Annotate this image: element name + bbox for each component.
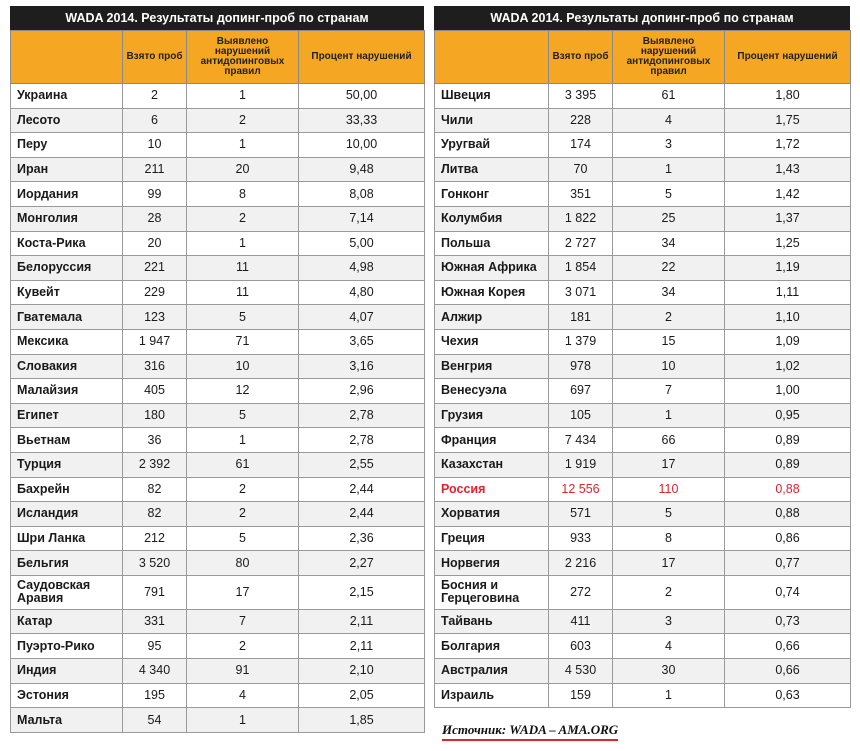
cell-percent: 3,16 — [299, 354, 425, 379]
cell-violations: 5 — [613, 182, 725, 207]
cell-violations: 1 — [613, 403, 725, 428]
cell-violations: 80 — [187, 551, 299, 576]
cell-percent: 1,37 — [725, 206, 851, 231]
cell-percent: 2,11 — [299, 634, 425, 659]
cell-tests: 4 530 — [549, 659, 613, 684]
cell-violations: 2 — [613, 575, 725, 609]
cell-percent: 2,10 — [299, 659, 425, 684]
table-row — [435, 231, 851, 256]
cell-percent: 5,00 — [299, 231, 425, 256]
cell-tests: 978 — [549, 354, 613, 379]
cell-tests: 933 — [549, 526, 613, 551]
cell-tests: 405 — [123, 379, 187, 404]
cell-percent: 2,78 — [299, 403, 425, 428]
cell-country: Греция — [435, 526, 549, 551]
cell-country: Чили — [435, 108, 549, 133]
table-row — [11, 683, 425, 708]
table-row — [11, 609, 425, 634]
table-row — [11, 575, 425, 609]
cell-percent: 2,11 — [299, 609, 425, 634]
table-row — [11, 379, 425, 404]
cell-tests: 228 — [549, 108, 613, 133]
cell-country: Белоруссия — [11, 256, 123, 281]
cell-tests: 20 — [123, 231, 187, 256]
cell-country: Казахстан — [435, 452, 549, 477]
cell-country: Лесото — [11, 108, 123, 133]
cell-country: Малайзия — [11, 379, 123, 404]
cell-country: Иран — [11, 157, 123, 182]
cell-tests: 174 — [549, 133, 613, 158]
table-row — [11, 526, 425, 551]
cell-percent: 1,42 — [725, 182, 851, 207]
cell-tests: 212 — [123, 526, 187, 551]
cell-violations: 17 — [613, 551, 725, 576]
cell-violations: 8 — [187, 182, 299, 207]
left-header-country — [11, 31, 123, 84]
cell-country: Южная Корея — [435, 280, 549, 305]
cell-country: Эстония — [11, 683, 123, 708]
table-row — [11, 280, 425, 305]
table-row — [435, 256, 851, 281]
cell-tests: 2 392 — [123, 452, 187, 477]
right-header-row — [435, 31, 851, 84]
cell-country: Венесуэла — [435, 379, 549, 404]
cell-violations: 12 — [187, 379, 299, 404]
cell-violations: 34 — [613, 231, 725, 256]
table-row — [435, 379, 851, 404]
cell-violations: 15 — [613, 329, 725, 354]
table-row — [435, 354, 851, 379]
cell-violations: 7 — [613, 379, 725, 404]
table-row — [11, 133, 425, 158]
cell-violations: 8 — [613, 526, 725, 551]
cell-percent: 0,73 — [725, 609, 851, 634]
cell-violations: 20 — [187, 157, 299, 182]
cell-violations: 71 — [187, 329, 299, 354]
cell-tests: 54 — [123, 708, 187, 733]
cell-tests: 123 — [123, 305, 187, 330]
cell-percent: 7,14 — [299, 206, 425, 231]
cell-violations: 110 — [613, 477, 725, 502]
cell-tests: 791 — [123, 575, 187, 609]
cell-tests: 1 919 — [549, 452, 613, 477]
cell-percent: 2,78 — [299, 428, 425, 453]
cell-country: Колумбия — [435, 206, 549, 231]
cell-tests: 1 947 — [123, 329, 187, 354]
cell-country: Мексика — [11, 329, 123, 354]
cell-tests: 180 — [123, 403, 187, 428]
cell-violations: 1 — [187, 231, 299, 256]
cell-country: Австралия — [435, 659, 549, 684]
table-row — [11, 708, 425, 733]
cell-percent: 1,75 — [725, 108, 851, 133]
cell-country: Болгария — [435, 634, 549, 659]
cell-tests: 221 — [123, 256, 187, 281]
cell-percent: 33,33 — [299, 108, 425, 133]
table-row — [11, 305, 425, 330]
cell-country: Шри Ланка — [11, 526, 123, 551]
cell-percent: 4,07 — [299, 305, 425, 330]
table-row — [435, 575, 851, 609]
cell-country: Алжир — [435, 305, 549, 330]
cell-violations: 2 — [187, 206, 299, 231]
cell-violations: 7 — [187, 609, 299, 634]
table-row — [435, 659, 851, 684]
left-header-tests: Взято проб — [123, 31, 187, 84]
table-row — [11, 206, 425, 231]
cell-country: Франция — [435, 428, 549, 453]
cell-tests: 211 — [123, 157, 187, 182]
cell-violations: 2 — [187, 502, 299, 527]
cell-violations: 3 — [613, 609, 725, 634]
cell-percent: 0,89 — [725, 452, 851, 477]
cell-tests: 1 822 — [549, 206, 613, 231]
cell-violations: 2 — [187, 108, 299, 133]
cell-country: Саудовская Аравия — [11, 575, 123, 609]
right-header-percent: Процент нарушений — [725, 31, 851, 84]
cell-tests: 195 — [123, 683, 187, 708]
table-row — [11, 108, 425, 133]
cell-violations: 1 — [187, 708, 299, 733]
cell-country: Бельгия — [11, 551, 123, 576]
cell-violations: 2 — [613, 305, 725, 330]
cell-percent: 2,44 — [299, 502, 425, 527]
cell-violations: 11 — [187, 256, 299, 281]
source-note: Источник: WADA – AMA.ORG — [442, 722, 618, 741]
cell-country: Украина — [11, 84, 123, 109]
cell-tests: 7 434 — [549, 428, 613, 453]
cell-country: Россия — [435, 477, 549, 502]
table-row — [11, 84, 425, 109]
cell-violations: 1 — [187, 84, 299, 109]
cell-violations: 5 — [187, 526, 299, 551]
cell-country: Литва — [435, 157, 549, 182]
cell-violations: 4 — [613, 108, 725, 133]
cell-tests: 99 — [123, 182, 187, 207]
table-row — [435, 206, 851, 231]
cell-violations: 91 — [187, 659, 299, 684]
cell-percent: 4,98 — [299, 256, 425, 281]
left-header-percent: Процент нарушений — [299, 31, 425, 84]
cell-tests: 316 — [123, 354, 187, 379]
table-row — [435, 609, 851, 634]
table-row — [11, 477, 425, 502]
cell-country: Уругвай — [435, 133, 549, 158]
table-row — [435, 683, 851, 708]
cell-percent: 0,89 — [725, 428, 851, 453]
cell-percent: 1,80 — [725, 84, 851, 109]
cell-tests: 28 — [123, 206, 187, 231]
right-header-country — [435, 31, 549, 84]
cell-percent: 2,55 — [299, 452, 425, 477]
cell-country: Чехия — [435, 329, 549, 354]
cell-violations: 61 — [613, 84, 725, 109]
cell-percent: 10,00 — [299, 133, 425, 158]
left-header-violations: Выявлено нарушений антидопинговых правил — [187, 31, 299, 84]
cell-percent: 2,27 — [299, 551, 425, 576]
cell-country: Исландия — [11, 502, 123, 527]
cell-percent: 2,05 — [299, 683, 425, 708]
cell-country: Мальта — [11, 708, 123, 733]
cell-tests: 82 — [123, 477, 187, 502]
cell-percent: 0,86 — [725, 526, 851, 551]
cell-violations: 5 — [187, 403, 299, 428]
cell-violations: 11 — [187, 280, 299, 305]
cell-violations: 4 — [187, 683, 299, 708]
table-row — [11, 354, 425, 379]
cell-country: Пуэрто-Рико — [11, 634, 123, 659]
cell-violations: 30 — [613, 659, 725, 684]
cell-country: Босния и Герцеговина — [435, 575, 549, 609]
cell-country: Коста-Рика — [11, 231, 123, 256]
cell-percent: 2,96 — [299, 379, 425, 404]
cell-country: Вьетнам — [11, 428, 123, 453]
cell-tests: 571 — [549, 502, 613, 527]
table-row — [435, 84, 851, 109]
cell-tests: 331 — [123, 609, 187, 634]
cell-percent: 1,19 — [725, 256, 851, 281]
table-row — [435, 526, 851, 551]
cell-tests: 603 — [549, 634, 613, 659]
right-table-panel — [434, 6, 850, 708]
cell-tests: 159 — [549, 683, 613, 708]
left-header-row — [11, 31, 425, 84]
cell-percent: 1,02 — [725, 354, 851, 379]
table-row — [11, 329, 425, 354]
cell-tests: 411 — [549, 609, 613, 634]
cell-percent: 2,44 — [299, 477, 425, 502]
cell-percent: 50,00 — [299, 84, 425, 109]
cell-tests: 697 — [549, 379, 613, 404]
cell-country: Катар — [11, 609, 123, 634]
cell-percent: 3,65 — [299, 329, 425, 354]
table-row — [435, 157, 851, 182]
table-row — [435, 305, 851, 330]
table-row — [435, 477, 851, 502]
cell-violations: 1 — [187, 133, 299, 158]
cell-percent: 0,74 — [725, 575, 851, 609]
cell-violations: 1 — [613, 683, 725, 708]
table-row — [435, 108, 851, 133]
left-table-body — [11, 84, 425, 733]
cell-tests: 70 — [549, 157, 613, 182]
left-table-title: WADA 2014. Результаты допинг-проб по странам — [10, 6, 424, 30]
cell-country: Тайвань — [435, 609, 549, 634]
table-row — [435, 551, 851, 576]
cell-percent: 0,88 — [725, 477, 851, 502]
table-row — [11, 182, 425, 207]
table-row — [435, 428, 851, 453]
table-row — [11, 403, 425, 428]
cell-country: Швеция — [435, 84, 549, 109]
cell-percent: 0,88 — [725, 502, 851, 527]
table-row — [11, 551, 425, 576]
cell-violations: 1 — [187, 428, 299, 453]
cell-country: Монголия — [11, 206, 123, 231]
cell-violations: 2 — [187, 634, 299, 659]
cell-percent: 1,43 — [725, 157, 851, 182]
cell-violations: 4 — [613, 634, 725, 659]
table-row — [11, 231, 425, 256]
cell-country: Норвегия — [435, 551, 549, 576]
table-row — [11, 502, 425, 527]
cell-percent: 1,11 — [725, 280, 851, 305]
cell-percent: 2,15 — [299, 575, 425, 609]
cell-tests: 82 — [123, 502, 187, 527]
cell-tests: 2 216 — [549, 551, 613, 576]
table-row — [435, 329, 851, 354]
cell-violations: 3 — [613, 133, 725, 158]
cell-percent: 4,80 — [299, 280, 425, 305]
cell-violations: 34 — [613, 280, 725, 305]
cell-tests: 4 340 — [123, 659, 187, 684]
right-table-title: WADA 2014. Результаты допинг-проб по странам — [434, 6, 850, 30]
table-row — [435, 502, 851, 527]
cell-violations: 10 — [613, 354, 725, 379]
cell-percent: 0,77 — [725, 551, 851, 576]
cell-percent: 1,09 — [725, 329, 851, 354]
cell-tests: 1 854 — [549, 256, 613, 281]
cell-tests: 1 379 — [549, 329, 613, 354]
table-row — [11, 452, 425, 477]
cell-violations: 10 — [187, 354, 299, 379]
cell-tests: 3 071 — [549, 280, 613, 305]
cell-tests: 36 — [123, 428, 187, 453]
cell-tests: 272 — [549, 575, 613, 609]
cell-country: Хорватия — [435, 502, 549, 527]
cell-country: Гонконг — [435, 182, 549, 207]
table-row — [11, 659, 425, 684]
cell-country: Египет — [11, 403, 123, 428]
cell-violations: 2 — [187, 477, 299, 502]
cell-violations: 25 — [613, 206, 725, 231]
cell-percent: 1,72 — [725, 133, 851, 158]
right-results-table — [434, 30, 851, 708]
table-row — [11, 256, 425, 281]
cell-tests: 2 727 — [549, 231, 613, 256]
cell-country: Южная Африка — [435, 256, 549, 281]
table-row — [11, 157, 425, 182]
cell-violations: 66 — [613, 428, 725, 453]
cell-country: Иордания — [11, 182, 123, 207]
cell-percent: 1,10 — [725, 305, 851, 330]
table-row — [435, 182, 851, 207]
cell-tests: 3 395 — [549, 84, 613, 109]
cell-percent: 1,25 — [725, 231, 851, 256]
cell-tests: 351 — [549, 182, 613, 207]
cell-country: Гватемала — [11, 305, 123, 330]
cell-percent: 0,66 — [725, 659, 851, 684]
cell-violations: 1 — [613, 157, 725, 182]
table-row — [435, 403, 851, 428]
cell-country: Израиль — [435, 683, 549, 708]
cell-tests: 12 556 — [549, 477, 613, 502]
cell-violations: 17 — [187, 575, 299, 609]
left-results-table — [10, 30, 425, 733]
cell-country: Словакия — [11, 354, 123, 379]
cell-country: Индия — [11, 659, 123, 684]
cell-violations: 5 — [613, 502, 725, 527]
table-row — [11, 634, 425, 659]
cell-violations: 61 — [187, 452, 299, 477]
cell-tests: 229 — [123, 280, 187, 305]
cell-tests: 95 — [123, 634, 187, 659]
table-row — [435, 133, 851, 158]
cell-country: Венгрия — [435, 354, 549, 379]
cell-country: Кувейт — [11, 280, 123, 305]
cell-percent: 1,00 — [725, 379, 851, 404]
cell-violations: 5 — [187, 305, 299, 330]
cell-percent: 9,48 — [299, 157, 425, 182]
cell-country: Польша — [435, 231, 549, 256]
table-row — [435, 280, 851, 305]
cell-country: Грузия — [435, 403, 549, 428]
cell-tests: 3 520 — [123, 551, 187, 576]
cell-violations: 22 — [613, 256, 725, 281]
cell-percent: 2,36 — [299, 526, 425, 551]
table-row — [435, 634, 851, 659]
cell-tests: 181 — [549, 305, 613, 330]
cell-tests: 6 — [123, 108, 187, 133]
cell-percent: 8,08 — [299, 182, 425, 207]
left-table-panel — [10, 6, 424, 733]
right-table-body — [435, 84, 851, 708]
cell-percent: 0,63 — [725, 683, 851, 708]
cell-tests: 105 — [549, 403, 613, 428]
cell-tests: 10 — [123, 133, 187, 158]
cell-percent: 1,85 — [299, 708, 425, 733]
cell-percent: 0,66 — [725, 634, 851, 659]
table-row — [11, 428, 425, 453]
cell-country: Бахрейн — [11, 477, 123, 502]
right-header-violations: Выявлено нарушений антидопинговых правил — [613, 31, 725, 84]
cell-percent: 0,95 — [725, 403, 851, 428]
cell-country: Перу — [11, 133, 123, 158]
cell-violations: 17 — [613, 452, 725, 477]
table-row — [435, 452, 851, 477]
cell-country: Турция — [11, 452, 123, 477]
cell-tests: 2 — [123, 84, 187, 109]
right-header-tests: Взято проб — [549, 31, 613, 84]
